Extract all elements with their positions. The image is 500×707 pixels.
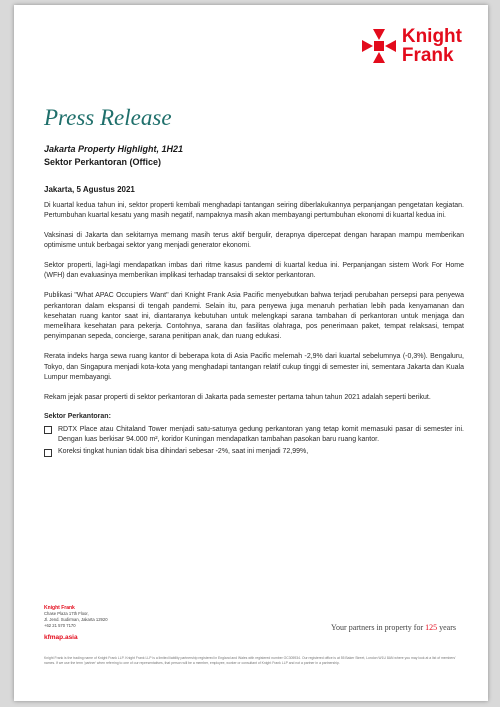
subtitle: [44, 143, 183, 169]
checkbox-bullet-icon: [44, 449, 52, 457]
page-title: Press Release: [44, 105, 172, 130]
footer-contact: [44, 605, 108, 641]
footer-address-2: Jl. Jend. Sudirman, Jakarta 12920: [44, 617, 108, 622]
bullet-item: [44, 425, 464, 446]
footer-website-link[interactable]: kfmap.asia: [44, 634, 78, 641]
subtitle-line-1: Jakarta Property Highlight, 1H21: [44, 144, 184, 154]
subtitle-line-2: Sektor Perkantoran (Office): [44, 157, 162, 167]
bullet-text: RDTX Place atau Chitaland Tower menjadi satu-satunya gedung perkantoran yang tetap komit memasuki pasar di semester ini. Dengan luas berkisar 94.000 m², koridor Kuningan mendapatkan tambahan pasokan baru ruang kantor.: [58, 425, 464, 444]
logo-line-1: Knight: [401, 26, 462, 47]
bullet-text: Koreksi tingkat hunian tidak bisa dihindari sebesar -2%, saat ini menjadi 72,99%,: [58, 448, 309, 456]
article-body: [44, 201, 464, 460]
paragraph-2: Vaksinasi di Jakarta dan sekitarnya memang masih terus aktif bergulir, derapnya dipercepat dengan harapan mampu memberikan optimisme untuk berbagai sektor yang menjadi generator ekonomi.: [44, 232, 464, 250]
tagline-post: years: [437, 623, 456, 632]
footer-tagline: [331, 623, 456, 632]
footer-address-1: Chase Plaza 17th Floor,: [44, 611, 89, 616]
section-title: Sektor Perkantoran:: [44, 413, 111, 421]
knight-frank-logo: [362, 27, 462, 65]
document-page: [14, 5, 488, 701]
bullet-item: [44, 447, 464, 457]
paragraph-1: Di kuartal kedua tahun ini, sektor properti kembali menghadapi tantangan seiring diberlakukannya perpanjangan pengetatan kegiatan. Pertumbuhan kuartal kesatu yang masih negatif, nampaknya masih akan membayangi pertumbuhan ekonomi di kuartal kedua ini.: [44, 202, 464, 220]
paragraph-3: Sektor properti, lagi-lagi mendapatkan imbas dari ritme kasus pandemi di kuartal kedua ini. Perpanjangan sistem Work For Home (WFH) dan evaluasinya memberikan implikasi terhadap transaksi di sektor perkantoran.: [44, 262, 464, 280]
knight-frank-logo-icon: [362, 29, 396, 63]
tagline-number: 125: [425, 623, 438, 632]
logo-wordmark: [402, 27, 462, 65]
tagline-pre: Your partners in property for: [331, 623, 426, 632]
logo-line-2: Frank: [401, 45, 454, 66]
footer-company: Knight Frank: [44, 605, 75, 611]
checkbox-bullet-icon: [44, 426, 52, 434]
legal-disclaimer: Knight Frank is the trading name of Knight Frank LLP. Knight Frank LLP is a limited liability partnership registered in England and Wales with registered number OC305934. Our registered office is at 55 Baker Street, London W1U 8AN where you may look at a list of members' names. If we use the term 'partner' when referring to one of our representatives, that person will be a member, employee, worker or consultant of Knight Frank LLP and not a partner in a partnership.: [44, 656, 456, 665]
paragraph-4: Publikasi "What APAC Occupiers Want" dari Knight Frank Asia Pacific menyebutkan bahwa terjadi perubahan persepsi para penyewa perkantoran dalam ekspansi di tengah pandemi. Selain itu, para penyewa juga menaruh perhatian lebih pada kenyamanan dan kesehatan ruang kantor saat ini, diantaranya kebutuhan untuk melengkapi sarana tambahan di perkantoran untuk menjaga dan memelihara kesehatan para pekerja. Contohnya, sarana dan fasilitas olahraga, pos penerimaan paket, tempat relaksasi, tempat penyimpanan sepeda, concierge, sarana penitipan anak, dan ruang edukasi.: [44, 292, 464, 341]
release-date: Jakarta, 5 Agustus 2021: [44, 185, 135, 194]
paragraph-6: Rekam jejak pasar properti di sektor perkantoran di Jakarta pada semester pertama tahun tahun 2021 adalah seperti berikut.: [44, 393, 431, 401]
footer-phone: +62 21 570 7170: [44, 623, 76, 628]
paragraph-5: Rerata indeks harga sewa ruang kantor di beberapa kota di Asia Pacific melemah -2,9% dari kuartal sebelumnya (-0,3%). Bengaluru, Tokyo, dan Singapura menjadi kota-kota yang menghadapi tantangan relatif cukup tinggi di semester ini, sementara Jakarta dan Kuala Lumpur membayangi.: [44, 353, 464, 381]
